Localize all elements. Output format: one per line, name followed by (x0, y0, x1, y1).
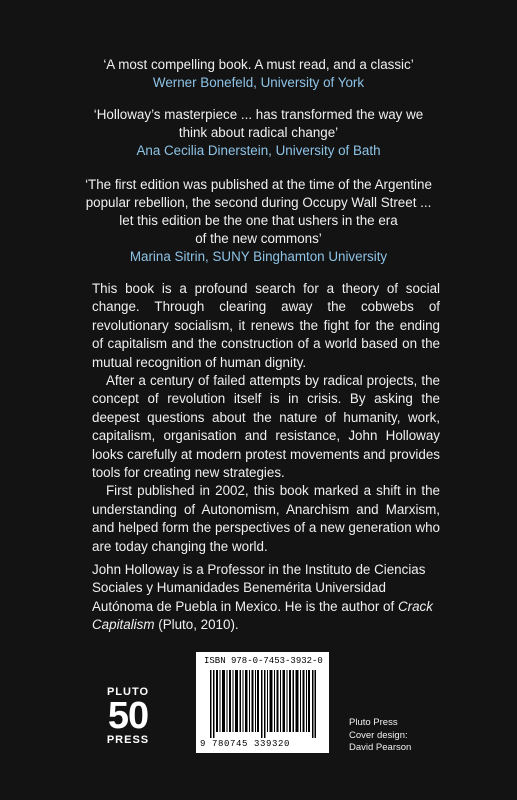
quote-1 (0, 56, 517, 92)
quote-text-line: let this edition be the one that ushers in the era (119, 213, 398, 228)
publisher-name: Pluto Press (349, 717, 398, 728)
isbn-barcode (196, 652, 329, 753)
pluto-50-logo (92, 686, 164, 746)
bio-book-title: Crack Capitalism (92, 598, 433, 633)
barcode-digits: 9 780745 339320 (200, 739, 291, 749)
cover-design-label: Cover design: (349, 729, 408, 741)
isbn-label: ISBN 978-0-7453-3932-0 (204, 656, 323, 666)
logo-number: 50 (107, 695, 149, 737)
quote-attribution: Ana Cecilia Dinerstein, University of Bath (136, 143, 381, 158)
quote-text-line: think about radical change’ (178, 125, 339, 140)
cover-designer: David Pearson (349, 742, 412, 753)
bio-text-end: (Pluto, 2010). (154, 617, 239, 633)
description-paragraph: This book is a profound search for a theory of social change. Through clearing away the cobwebs of revolutionary socialism, it renews the fight for the ending of capitalism and the construction of a world based on the mutual recognition of human dignity. (92, 281, 440, 370)
quote-text-line: ‘The first edition was published at the time of the Argentine (85, 177, 432, 192)
author-bio (92, 561, 440, 635)
bio-text: John Holloway is a Professor in the Instituto de Ciencias Sociales y Humanidades Benemérita Universidad Autónoma de Puebla in Mexico. He is the author of (92, 562, 426, 614)
quote-text-line: ‘Holloway’s masterpiece ... has transformed the way we (93, 107, 424, 122)
book-description (92, 280, 440, 556)
quote-text-line: of the new commons’ (195, 231, 322, 246)
quote-2 (0, 106, 517, 160)
quote-text-line: popular rebellion, the second during Occupy Wall Street ... (85, 195, 432, 210)
quote-3 (0, 176, 517, 266)
description-paragraph: First published in 2002, this book marked a shift in the understanding of Autonomism, Anarchism and Marxism, and helped form the perspectives of a new generation who are today changing the world. (92, 483, 440, 554)
quote-text: ‘A most compelling book. A must read, and a classic’ (103, 57, 414, 72)
logo-top-text: PLUTO (106, 686, 150, 698)
description-paragraph: After a century of failed attempts by radical projects, the concept of revolution itself is in crisis. By asking the deepest questions about the nature of humanity, work, capitalism, organisation and resistance, John Holloway looks carefully at modern protest movements and provides tools for creating new strategies. (92, 373, 440, 481)
publisher-credits (349, 717, 411, 755)
quote-attribution: Werner Bonefeld, University of York (152, 75, 365, 90)
quote-attribution: Marina Sitrin, SUNY Binghamton University (129, 249, 388, 264)
barcode-bars (210, 670, 316, 738)
logo-bottom-text: PRESS (106, 734, 150, 746)
